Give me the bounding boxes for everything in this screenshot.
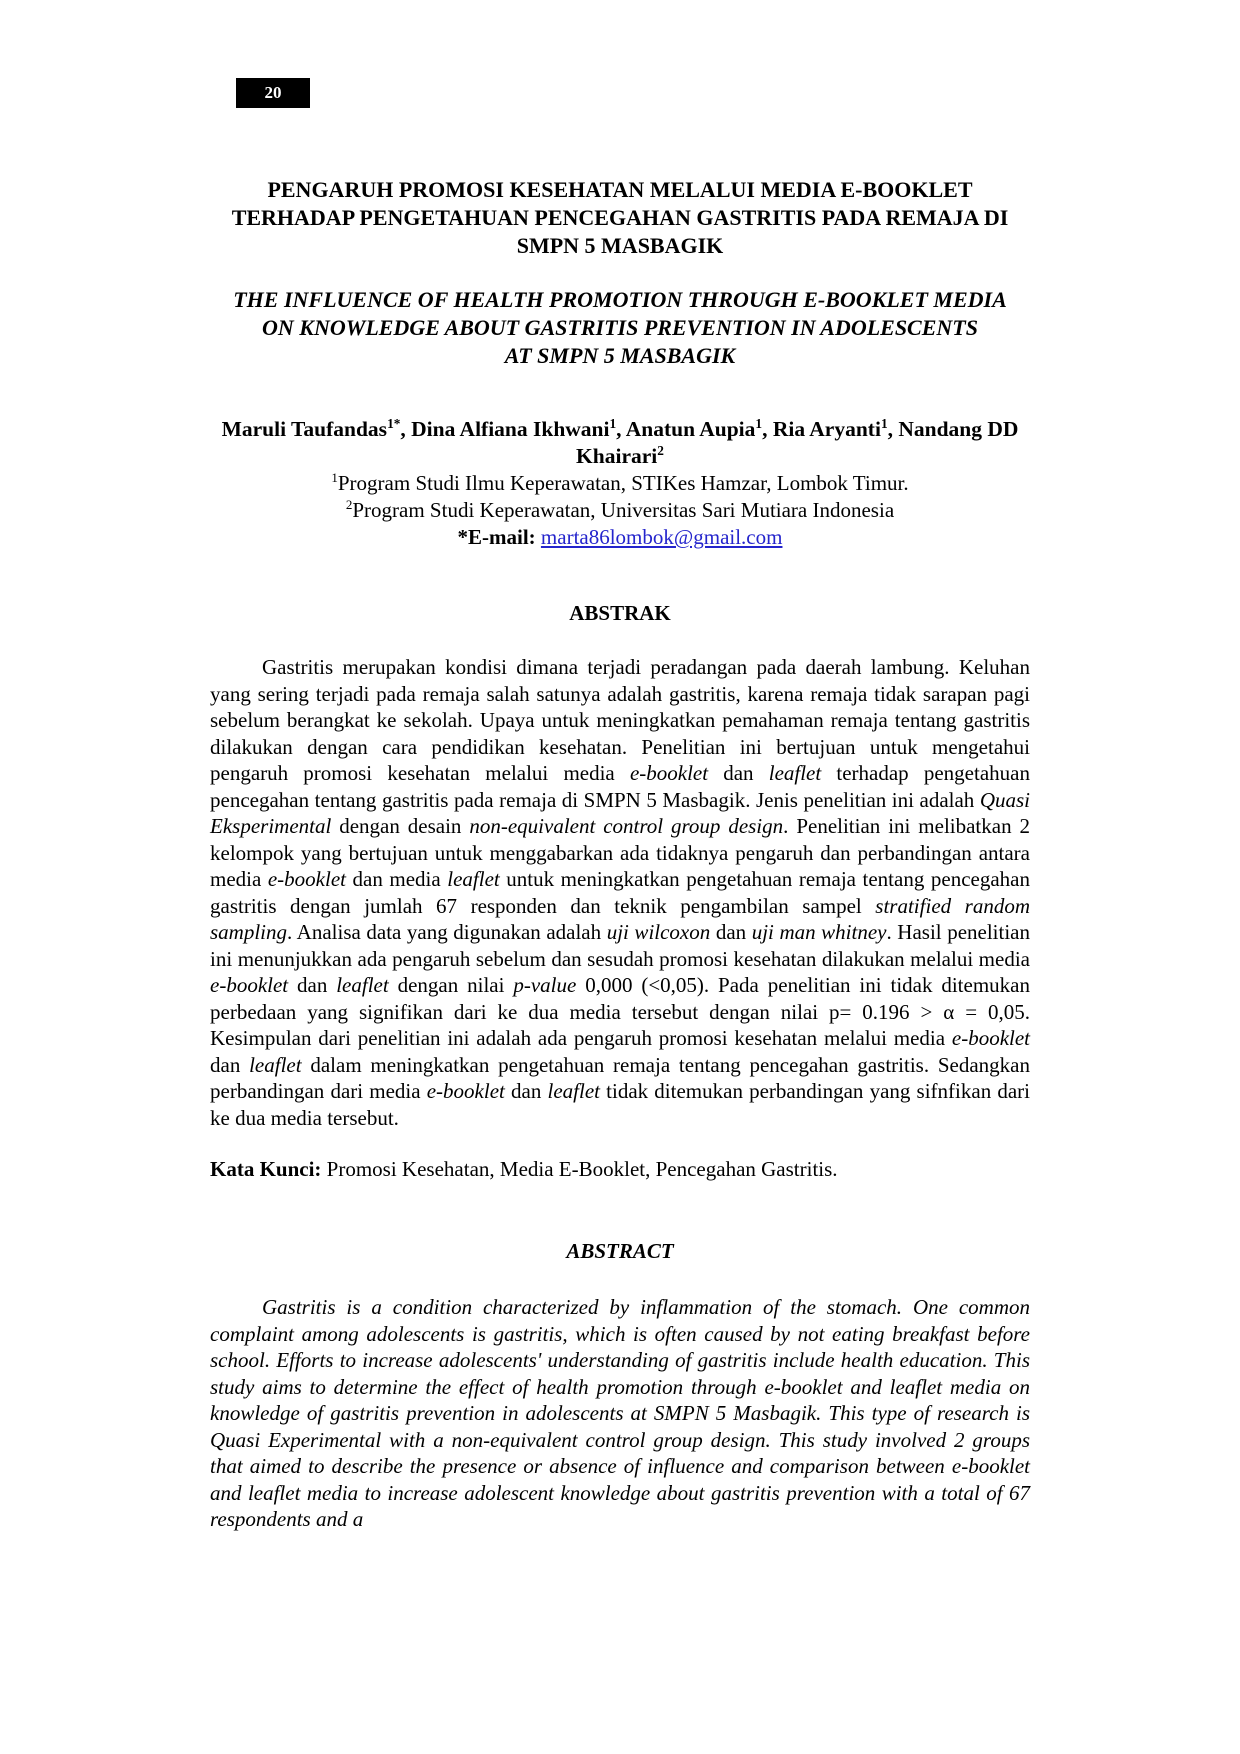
text-run: leaflet [768,761,822,785]
text-run: leaflet [447,867,500,891]
text-run: p-value [513,973,577,997]
text-run: Maruli Taufandas [221,417,388,441]
text-run: dalam meningkatkan pengetahuan remaja tentang pencegahan gastritis. Sedangkan perbandingan dari media [210,1052,1030,1103]
affiliation-1 [210,470,1030,497]
author-list [210,416,1030,470]
superscript: 1 [755,415,763,431]
title-indonesian-line-3: SMPN 5 MASBAGIK [516,233,724,258]
text-run: uji man whitney [751,920,887,944]
text-run: leaflet [336,973,389,997]
text-run: untuk meningkatkan pengetahuan remaja tentang pencegahan gastritis dengan jumlah 67 responden dan teknik pengambilan sampel [210,867,1030,918]
text-run: dengan desain [331,814,470,838]
text-run: e-booklet [629,761,709,785]
keywords-line [210,1156,1030,1183]
text-run: , Nandang DD Khairari [576,417,1019,468]
text-run: stratified random sampling [210,893,1031,944]
title-english-line-3: AT SMPN 5 MASBAGIK [504,343,736,368]
text-run: dan [708,761,769,785]
text-run: terhadap pengetahuan pencegahan tentang gastritis pada remaja di SMPN 5 Masbagik. Jenis penelitian ini adalah [210,761,1030,812]
abstract-heading: ABSTRACT [566,1239,674,1263]
text-run: , Ria Aryanti [762,417,881,441]
text-run: non-equivalent control group design [469,814,784,838]
title-indonesian-line-1: PENGARUH PROMOSI KESEHATAN MELALUI MEDIA E-BOOKLET [267,177,973,202]
text-run: dan [288,973,337,997]
superscript: 2 [657,442,664,458]
email-line [210,524,1030,551]
text-run: e-booklet [951,1026,1030,1050]
title-indonesian-line-2: TERHADAP PENGETAHUAN PENCEGAHAN GASTRITIS PADA REMAJA DI [231,205,1009,230]
text-run: e-booklet [267,867,346,891]
text-run: , Dina Alfiana Ikhwani [400,417,610,441]
text-run: dengan nilai [388,973,514,997]
abstrak-heading: ABSTRAK [569,601,671,625]
text-run: , Anatun Aupia [616,417,756,441]
title-english-line-1: THE INFLUENCE OF HEALTH PROMOTION THROUGH E-BOOKLET MEDIA [233,287,1007,312]
superscript: 1 [880,415,888,431]
email-link[interactable]: marta86lombok@gmail.com [540,525,783,549]
email-label: *E-mail: [457,525,536,549]
text-run: dan [710,920,752,944]
text-run: dan [504,1079,548,1103]
text-run: . Penelitian ini melibatkan 2 kelompok yang bertujuan untuk menggabarkan ada tidaknya pengaruh dan perbandingan antara media [210,814,1031,891]
keywords-label: Kata Kunci: [210,1157,322,1181]
affiliations [210,470,1030,524]
text-run: . Hasil penelitian ini menunjukkan ada pengaruh sebelum dan sesudah promosi kesehatan dilakukan melalui media [210,920,1031,971]
affiliation-2 [210,497,1030,524]
title-indonesian [210,176,1030,260]
superscript: 2 [345,497,353,512]
text-run: 0,000 (<0,05). Pada penelitian ini tidak ditemukan perbedaan yang signifikan dari ke dua media tersebut dengan nilai p= 0.196 > α = 0,05. Kesimpulan dari penelitian ini adalah ada pengaruh promosi kesehatan melalui media [210,973,1030,1050]
text-run: Program Studi Keperawatan, Universitas Sari Mutiara Indonesia [352,498,895,522]
title-english-line-2: ON KNOWLEDGE ABOUT GASTRITIS PREVENTION IN ADOLESCENTS [262,315,978,340]
page-content [210,0,1030,1533]
abstract-english: Gastritis is a condition characterized by inflammation of the stomach. One common complaint among adolescents is gastritis, which is often caused by not eating breakfast before school. Efforts to increase adolescents' understanding of gastritis include health education. This study aims to determine the effect of health promotion through e-booklet and leaflet media on knowledge of gastritis prevention in adolescents at SMPN 5 Masbagik. This type of research is Quasi Experimental with a non-equivalent control group design. This study involved 2 groups that aimed to describe the presence or absence of influence and comparison between e-booklet and leaflet media to increase adolescent knowledge about gastritis prevention with a total of 67 respondents and a [210,1295,1030,1531]
text-run: uji wilcoxon [606,920,711,944]
text-run: dan [210,1052,250,1077]
text-run: Program Studi Ilmu Keperawatan, STIKes Hamzar, Lombok Timur. [337,471,909,495]
text-run: e-booklet [210,973,289,997]
page-number: 20 [264,83,282,102]
abstract-indonesian [210,654,1030,1131]
title-english [210,286,1030,370]
text-run: tidak ditemukan perbandingan yang sifnfikan dari ke dua media tersebut. [210,1079,1031,1130]
text-run: e-booklet [426,1079,505,1103]
text-run: leaflet [547,1079,600,1103]
superscript: 1 [609,415,617,431]
text-run: . Analisa data yang digunakan adalah [287,920,607,944]
keywords-text: Promosi Kesehatan, Media E-Booklet, Pencegahan Gastritis. [326,1157,838,1181]
text-run: leaflet [249,1052,302,1077]
superscript: 1* [387,415,401,431]
text-run: Quasi Eksperimental [210,787,1030,838]
text-run: Gastritis merupakan kondisi dimana terjadi peradangan pada daerah lambung. Keluhan yang sering terjadi pada remaja salah satunya adalah gastritis, karena remaja tidak sarapan pagi sebelum berangkat ke sekolah. Upaya untuk meningkatkan pemahaman remaja tentang gastritis dilakukan dengan cara pendidikan kesehatan. Penelitian ini bertujuan untuk mengetahui pengaruh promosi kesehatan melalui media [210,655,1030,785]
superscript: 1 [331,470,338,485]
text-run: dan media [345,867,448,891]
